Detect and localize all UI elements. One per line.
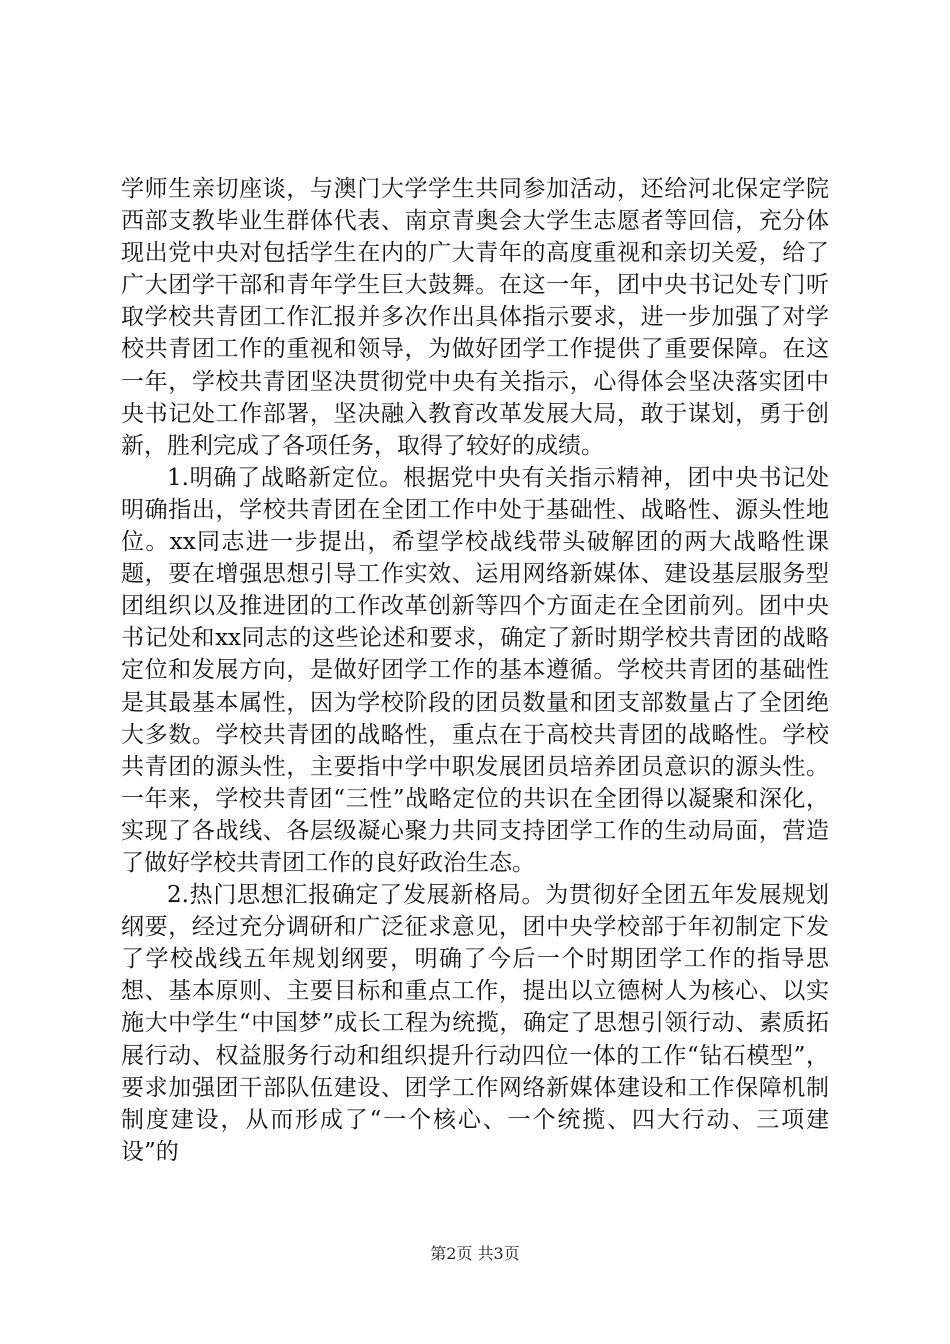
paragraph-strategic-positioning: 1.明确了战略新定位。根据党中央有关指示精神，团中央书记处明确指出，学校共青团在全团工作中处于基础性、战略性、源头性地位。xx同志进一步提出，希望学校战线带头破解团的两大战略性课题，要在增强思想引导工作实效、运用网络新媒体、建设基层服务型团组织以及推进团的工作改革创新等四个方面走在全团前列。团中央书记处和xx同志的这些论述和要求，确定了新时期学校共青团的战略定位和发展方向，是做好团学工作的基本遵循。学校共青团的基础性是其最基本属性，因为学校阶段的团员数量和团支部数量占了全团绝大多数。学校共青团的战略性，重点在于高校共青团的战略性。学校共青团的源头性，主要指中学中职发展团员培养团员意识的源头性。一年来，学校共青团“三性”战略定位的共识在全团得以凝聚和深化，实现了各战线、各层级凝心聚力共同支持团学工作的生动局面，营造了做好学校共青团工作的良好政治生态。 bbox=[121, 464, 829, 876]
paragraph-development-pattern: 2.热门思想汇报确定了发展新格局。为贯彻好全团五年发展规划纲要，经过充分调研和广泛征求意见，团中央学校部于年初制定下发了学校战线五年规划纲要，明确了今后一个时期团学工作的指导思想、基本原则、主要目标和重点工作，提出以立德树人为核心、以实施大中学生“中国梦”成长工程为统揽，确定了思想引领行动、素质拓展行动、权益服务行动和组织提升行动四位一体的工作“钻石模型”，要求加强团干部队伍建设、团学工作网络新媒体建设和工作保障机制制度建设，从而形成了“一个核心、一个统揽、四大行动、三项建设”的 bbox=[121, 882, 829, 1165]
document-body bbox=[121, 173, 829, 1168]
page-number-footer: 第2页 共3页 bbox=[430, 1244, 520, 1263]
paragraph-intro: 学师生亲切座谈，与澳门大学学生共同参加活动，还给河北保定学院西部支教毕业生群体代表、南京青奥会大学生志愿者等回信，充分体现出党中央对包括学生在内的广大青年的高度重视和亲切关爱，给了广大团学干部和青年学生巨大鼓舞。在这一年，团中央书记处专门听取学校共青团工作汇报并多次作出具体指示要求，进一步加强了对学校共青团工作的重视和领导，为做好团学工作提供了重要保障。在这一年，学校共青团坚决贯彻党中央有关指示，心得体会坚决落实团中央书记处工作部署，坚决融入教育改革发展大局，敢于谋划，勇于创新，胜利完成了各项任务，取得了较好的成绩。 bbox=[121, 176, 829, 459]
